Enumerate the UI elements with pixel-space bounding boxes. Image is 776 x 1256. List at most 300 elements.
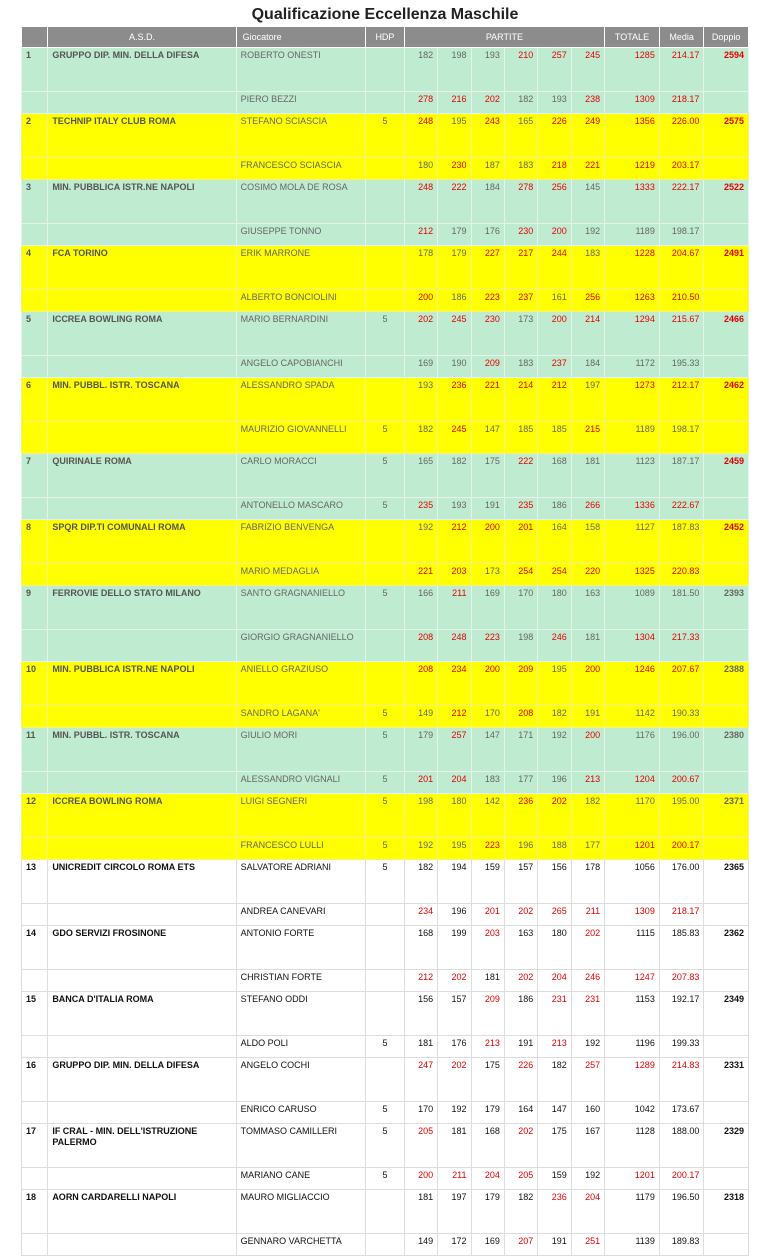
player-total: 1128 [605,1124,660,1168]
game-score: 221 [471,378,504,422]
team-position: 3 [22,180,48,224]
game-score: 179 [471,1102,504,1124]
player-hdp: 5 [366,706,404,728]
game-score: 180 [538,586,571,630]
game-score: 196 [504,838,537,860]
player-hdp: 5 [366,838,404,860]
game-score: 182 [404,48,437,92]
game-score: 202 [504,970,537,992]
game-score: 193 [471,48,504,92]
team-position-empty [22,630,48,662]
game-score: 230 [504,224,537,246]
player-hdp: 5 [366,498,404,520]
player-hdp [366,926,404,970]
game-score: 177 [571,838,604,860]
player-average: 207.67 [659,662,704,706]
game-score: 209 [471,356,504,378]
game-score: 218 [538,158,571,180]
game-score: 223 [471,290,504,312]
player-hdp: 5 [366,860,404,904]
player-average: 200.67 [659,772,704,794]
team-position: 1 [22,48,48,92]
game-score: 215 [571,422,604,454]
game-score: 183 [471,772,504,794]
game-score: 223 [471,838,504,860]
game-score: 172 [438,1234,471,1256]
game-score: 193 [404,378,437,422]
game-score: 204 [571,1190,604,1234]
game-score: 246 [571,970,604,992]
player-total: 1228 [605,246,660,290]
game-score: 230 [438,158,471,180]
game-score: 198 [404,794,437,838]
player-hdp [366,378,404,422]
game-score: 247 [404,1058,437,1102]
game-score: 202 [438,1058,471,1102]
player-hdp: 5 [366,312,404,356]
game-score: 192 [438,1102,471,1124]
team-double-empty [704,970,749,992]
table-row [22,706,749,728]
player-hdp [366,630,404,662]
table-row [22,970,749,992]
game-score: 182 [404,422,437,454]
player-average: 212.17 [659,378,704,422]
player-total: 1336 [605,498,660,520]
game-score: 236 [504,794,537,838]
club-name-empty [48,290,236,312]
player-average: 195.33 [659,356,704,378]
game-score: 156 [404,992,437,1036]
game-score: 202 [504,904,537,926]
game-score: 182 [538,706,571,728]
game-score: 211 [438,1168,471,1190]
player-name: MARIO MEDAGLIA [236,564,366,586]
player-total: 1219 [605,158,660,180]
team-double-empty [704,498,749,520]
table-row [22,662,749,706]
game-score: 170 [504,586,537,630]
game-score: 175 [471,1058,504,1102]
club-name: FERROVIE DELLO STATO MILANO [48,586,236,630]
table-row [22,224,749,246]
player-hdp: 5 [366,794,404,838]
game-score: 178 [404,246,437,290]
table-row [22,422,749,454]
player-total: 1356 [605,114,660,158]
team-double-empty [704,772,749,794]
player-average: 187.83 [659,520,704,564]
player-total: 1153 [605,992,660,1036]
game-score: 168 [538,454,571,498]
club-name-empty [48,706,236,728]
team-position: 10 [22,662,48,706]
game-score: 192 [571,224,604,246]
game-score: 181 [571,630,604,662]
game-score: 181 [404,1190,437,1234]
game-score: 193 [538,92,571,114]
table-row [22,158,749,180]
table-row [22,454,749,498]
player-name: MAURIZIO GIOVANNELLI [236,422,366,454]
game-score: 149 [404,706,437,728]
game-score: 186 [438,290,471,312]
game-score: 182 [504,1190,537,1234]
club-name: ICCREA BOWLING ROMA [48,312,236,356]
game-score: 147 [538,1102,571,1124]
game-score: 192 [571,1036,604,1058]
player-name: ALESSANDRO VIGNALI [236,772,366,794]
game-score: 182 [404,860,437,904]
club-name-empty [48,1234,236,1256]
player-average: 185.83 [659,926,704,970]
game-score: 245 [438,422,471,454]
table-row [22,1168,749,1190]
game-score: 204 [471,1168,504,1190]
game-score: 176 [471,224,504,246]
club-name-empty [48,1168,236,1190]
game-score: 179 [438,224,471,246]
header-avg: Media [659,27,704,48]
club-name: SPQR DIP.TI COMUNALI ROMA [48,520,236,564]
player-hdp: 5 [366,772,404,794]
club-name-empty [48,772,236,794]
team-double-empty [704,290,749,312]
game-score: 256 [571,290,604,312]
game-score: 166 [404,586,437,630]
table-row [22,1058,749,1102]
player-average: 222.67 [659,498,704,520]
game-score: 182 [504,92,537,114]
ranking-body [22,48,749,1256]
game-score: 217 [504,246,537,290]
player-average: 207.83 [659,970,704,992]
game-score: 245 [571,48,604,92]
player-average: 176.00 [659,860,704,904]
player-hdp [366,970,404,992]
player-name: TOMMASO CAMILLERI [236,1124,366,1168]
table-row [22,1124,749,1168]
player-name: GIORGIO GRAGNANIELLO [236,630,366,662]
player-average: 220.83 [659,564,704,586]
player-average: 198.17 [659,422,704,454]
player-name: ANTONELLO MASCARO [236,498,366,520]
table-row [22,728,749,772]
club-name: GRUPPO DIP. MIN. DELLA DIFESA [48,1058,236,1102]
player-name: ANGELO COCHI [236,1058,366,1102]
player-hdp [366,1058,404,1102]
game-score: 170 [404,1102,437,1124]
game-score: 201 [471,904,504,926]
game-score: 254 [538,564,571,586]
game-score: 278 [404,92,437,114]
game-score: 209 [471,992,504,1036]
team-position: 13 [22,860,48,904]
team-double-empty [704,158,749,180]
player-total: 1325 [605,564,660,586]
game-score: 220 [571,564,604,586]
game-score: 185 [538,422,571,454]
game-score: 180 [538,926,571,970]
club-name-empty [48,498,236,520]
player-name: CARLO MORACCI [236,454,366,498]
club-name: IF CRAL - MIN. DELL'ISTRUZIONE PALERMO [48,1124,236,1168]
game-score: 183 [504,158,537,180]
table-row [22,498,749,520]
header-club: A.S.D. [48,27,236,48]
game-score: 211 [438,586,471,630]
game-score: 256 [538,180,571,224]
game-score: 210 [504,48,537,92]
player-average: 203.17 [659,158,704,180]
player-hdp [366,992,404,1036]
team-position-empty [22,970,48,992]
game-score: 181 [571,454,604,498]
player-total: 1263 [605,290,660,312]
player-hdp: 5 [366,1102,404,1124]
game-score: 161 [538,290,571,312]
player-total: 1285 [605,48,660,92]
game-score: 236 [538,1190,571,1234]
player-hdp: 5 [366,422,404,454]
game-score: 188 [538,838,571,860]
player-name: FRANCESCO SCIASCIA [236,158,366,180]
game-score: 180 [404,158,437,180]
player-average: 214.83 [659,1058,704,1102]
game-score: 204 [538,970,571,992]
game-score: 235 [404,498,437,520]
game-score: 165 [404,454,437,498]
player-hdp [366,662,404,706]
player-name: GENNARO VARCHETTA [236,1234,366,1256]
player-name: SANTO GRAGNANIELLO [236,586,366,630]
game-score: 183 [504,356,537,378]
game-score: 248 [404,114,437,158]
game-score: 230 [471,312,504,356]
team-double-empty [704,706,749,728]
game-score: 196 [438,904,471,926]
team-position-empty [22,356,48,378]
game-score: 181 [471,970,504,992]
game-score: 196 [538,772,571,794]
player-hdp: 5 [366,454,404,498]
game-score: 163 [571,586,604,630]
game-score: 197 [438,1190,471,1234]
player-name: PIERO BEZZI [236,92,366,114]
game-score: 168 [404,926,437,970]
game-score: 192 [404,520,437,564]
team-position-empty [22,290,48,312]
player-total: 1123 [605,454,660,498]
game-score: 203 [471,926,504,970]
club-name-empty [48,422,236,454]
player-average: 218.17 [659,904,704,926]
game-score: 208 [404,630,437,662]
game-score: 257 [438,728,471,772]
team-position-empty [22,1102,48,1124]
player-hdp [366,356,404,378]
game-score: 227 [471,246,504,290]
player-average: 210.50 [659,290,704,312]
club-name: AORN CARDARELLI NAPOLI [48,1190,236,1234]
table-row [22,794,749,838]
game-score: 171 [504,728,537,772]
club-name-empty [48,224,236,246]
header-hdp: HDP [366,27,404,48]
player-average: 173.67 [659,1102,704,1124]
game-score: 202 [438,970,471,992]
game-score: 191 [571,706,604,728]
player-name: ALESSANDRO SPADA [236,378,366,422]
game-score: 186 [538,498,571,520]
player-name: ANIELLO GRAZIUSO [236,662,366,706]
player-average: 188.00 [659,1124,704,1168]
team-double: 2362 [704,926,749,970]
team-position-empty [22,838,48,860]
game-score: 248 [404,180,437,224]
game-score: 202 [471,92,504,114]
game-score: 191 [504,1036,537,1058]
game-score: 257 [538,48,571,92]
game-score: 156 [538,860,571,904]
player-hdp [366,1234,404,1256]
game-score: 145 [571,180,604,224]
game-score: 191 [471,498,504,520]
game-score: 164 [538,520,571,564]
game-score: 192 [538,728,571,772]
game-score: 205 [504,1168,537,1190]
team-position: 18 [22,1190,48,1234]
club-name: MIN. PUBBL. ISTR. TOSCANA [48,378,236,422]
game-score: 212 [538,378,571,422]
table-row [22,290,749,312]
game-score: 248 [438,630,471,662]
team-double: 2329 [704,1124,749,1168]
ranking-table [21,26,749,1256]
player-hdp [366,92,404,114]
game-score: 212 [438,520,471,564]
game-score: 204 [438,772,471,794]
table-row [22,1190,749,1234]
game-score: 246 [538,630,571,662]
player-hdp: 5 [366,114,404,158]
player-total: 1273 [605,378,660,422]
header-player: Giocatore [236,27,366,48]
game-score: 238 [571,92,604,114]
player-hdp: 5 [366,586,404,630]
player-name: ANGELO CAPOBIANCHI [236,356,366,378]
club-name: QUIRINALE ROMA [48,454,236,498]
game-score: 221 [571,158,604,180]
player-average: 198.17 [659,224,704,246]
player-average: 190.33 [659,706,704,728]
game-score: 159 [538,1168,571,1190]
game-score: 187 [471,158,504,180]
team-position-empty [22,772,48,794]
player-total: 1042 [605,1102,660,1124]
team-double: 2466 [704,312,749,356]
header-row [22,27,749,48]
team-double: 2393 [704,586,749,630]
player-total: 1179 [605,1190,660,1234]
game-score: 237 [504,290,537,312]
player-hdp: 5 [366,728,404,772]
game-score: 245 [438,312,471,356]
game-score: 200 [471,662,504,706]
table-row [22,926,749,970]
club-name: GRUPPO DIP. MIN. DELLA DIFESA [48,48,236,92]
game-score: 202 [538,794,571,838]
team-double-empty [704,1234,749,1256]
game-score: 237 [538,356,571,378]
player-average: 222.17 [659,180,704,224]
game-score: 211 [571,904,604,926]
team-position: 14 [22,926,48,970]
player-total: 1204 [605,772,660,794]
game-score: 147 [471,728,504,772]
player-total: 1201 [605,1168,660,1190]
team-position-empty [22,904,48,926]
team-position-empty [22,564,48,586]
club-name-empty [48,92,236,114]
header-total: TOTALE [605,27,660,48]
game-score: 173 [471,564,504,586]
player-total: 1115 [605,926,660,970]
club-name: MIN. PUBBL. ISTR. TOSCANA [48,728,236,772]
player-hdp: 5 [366,1036,404,1058]
table-row [22,992,749,1036]
club-name: FCA TORINO [48,246,236,290]
player-name: SANDRO LAGANA' [236,706,366,728]
team-position: 5 [22,312,48,356]
game-score: 226 [504,1058,537,1102]
game-score: 142 [471,794,504,838]
game-score: 200 [571,662,604,706]
game-score: 212 [404,224,437,246]
club-name-empty [48,904,236,926]
player-total: 1056 [605,860,660,904]
team-position-empty [22,422,48,454]
team-double: 2575 [704,114,749,158]
game-score: 179 [438,246,471,290]
game-score: 157 [504,860,537,904]
player-hdp [366,904,404,926]
team-double-empty [704,92,749,114]
player-average: 199.33 [659,1036,704,1058]
team-double: 2371 [704,794,749,838]
player-name: FABRIZIO BENVENGA [236,520,366,564]
team-position: 6 [22,378,48,422]
game-score: 216 [438,92,471,114]
club-name: ICCREA BOWLING ROMA [48,794,236,838]
game-score: 243 [471,114,504,158]
club-name: BANCA D'ITALIA ROMA [48,992,236,1036]
player-average: 200.17 [659,838,704,860]
team-double: 2388 [704,662,749,706]
player-total: 1247 [605,970,660,992]
player-total: 1309 [605,904,660,926]
page-title: Qualificazione Eccellenza Maschile [251,6,519,23]
team-position: 8 [22,520,48,564]
player-average: 195.00 [659,794,704,838]
player-total: 1089 [605,586,660,630]
player-hdp: 5 [366,1124,404,1168]
club-name: MIN. PUBBLICA ISTR.NE NAPOLI [48,662,236,706]
game-score: 192 [571,1168,604,1190]
table-row [22,564,749,586]
game-score: 181 [438,1124,471,1168]
game-score: 149 [404,1234,437,1256]
